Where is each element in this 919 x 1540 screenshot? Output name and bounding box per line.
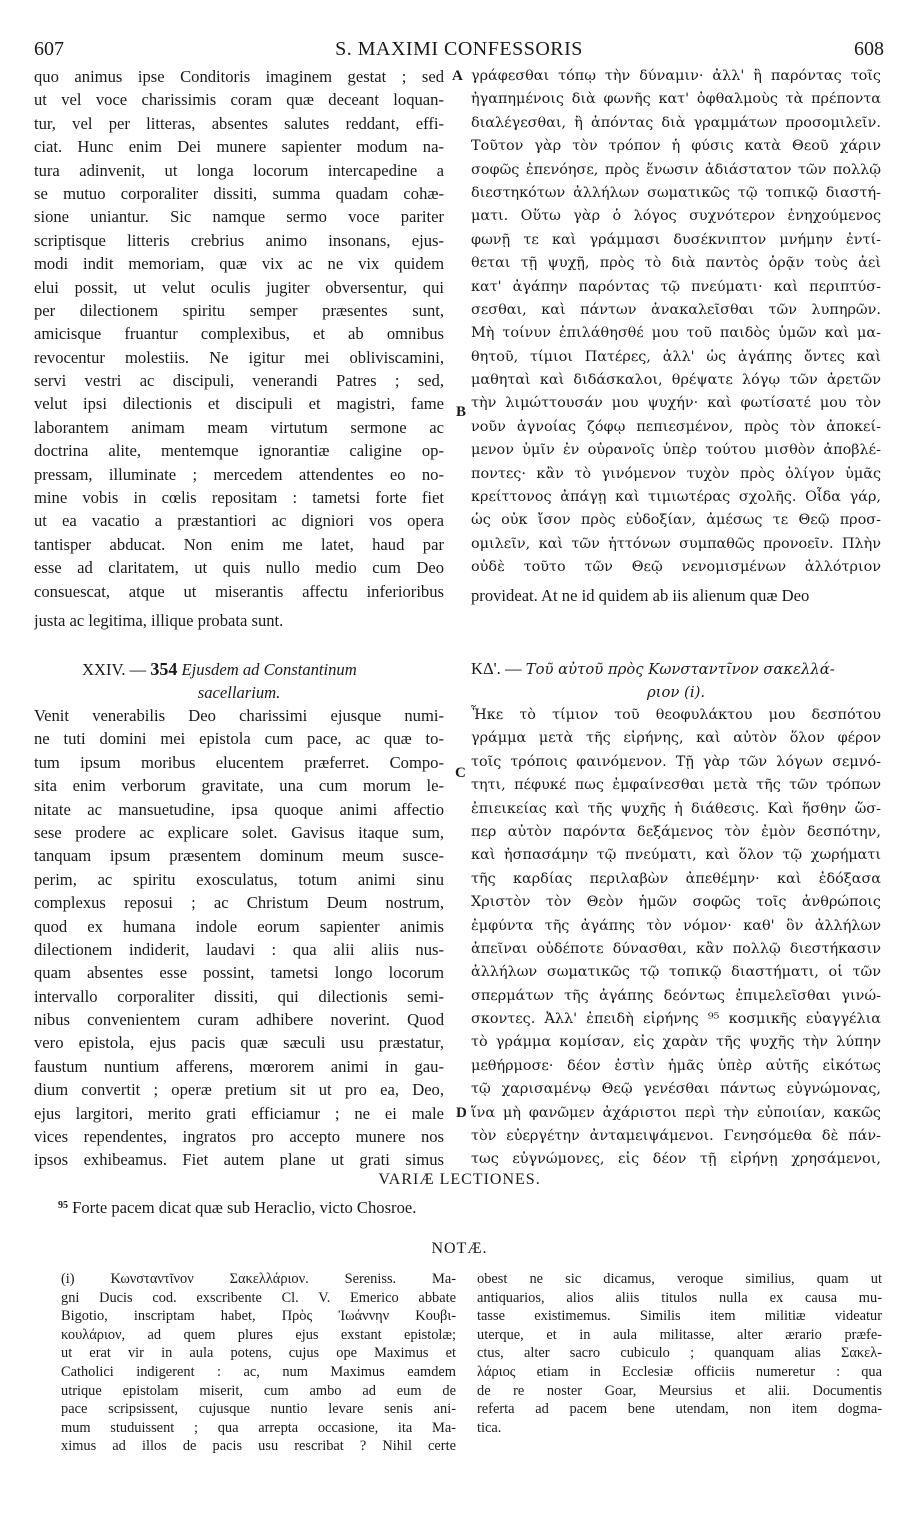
right-page-number: 608 [854, 38, 884, 60]
text-line: κατ' ἀγάπην παρόντας τῷ πνεύματι· καὶ περιπτύσ- [471, 278, 881, 295]
latin-column-epistle-354 [34, 704, 444, 1172]
text-line: tantisper abducat. Non enim me latet, haud par [34, 534, 444, 554]
greek-section-title [471, 657, 881, 705]
text-line: ut ea vacatio a præstantiori ac digniori vos opera [34, 511, 444, 531]
margin-letter-b: B [456, 404, 467, 420]
text-line: tura adinvenit, ut longa locorum intercapedine a [34, 160, 444, 180]
notes-left-column [61, 1270, 456, 1456]
text-line: ποντες· κἂν τὸ γινόμενον τυχὸν πρὸς ὀλίγον ὑμᾶς [471, 465, 881, 482]
text-line: κρείττονος ἀπάγῃ καὶ τιμιωτέρας σχολῆς. Οἶδα γάρ, [471, 489, 881, 506]
text-line: ctus, alter sacro cubiculo ; quanquam alias Σακελ- [477, 1345, 882, 1362]
text-line: de re noster Goar, Meursius et alii. Documentis [477, 1382, 882, 1399]
text-line: Μὴ τοίνυν ἐπιλάθησθέ μου τοῦ παιδὸς ὑμῶν καὶ μα- [471, 325, 881, 342]
text-line: τῷ χαρισαμένῳ Θεῷ γενέσθαι πάντως εὐγνώμονας, [471, 1081, 881, 1098]
text-line: ejus largitori, merito grati efficiamur ; ne ei male [34, 1103, 444, 1123]
text-line: intervallo corporaliter dissiti, qui dilectionis semi- [34, 986, 444, 1006]
greek-section-numeral: ΚΔ'. — [471, 659, 522, 678]
text-line: τητι, πέφυκέ πως ἐμφαίνεσθαι μετὰ τῆς τῶν τρόπων [471, 777, 881, 794]
text-line: μενον ὑμῖν ἐν οὐρανοῖς ὑπὲρ τούτου μισθὸν ἀποβλέ- [471, 442, 881, 459]
text-line: τὴν λιμώττουσάν μου ψυχήν· καὶ φωτίσατέ μου τὸν [471, 395, 881, 412]
greek-column-epistle-354 [471, 704, 881, 1172]
text-line: se mutuo corporaliter dissiti, summa quadam cohæ- [34, 183, 444, 203]
text-line: modi indit memoriam, quæ vix ac ne vix quidem [34, 254, 444, 274]
text-line: ciat. Hunc enim Dei munere sapienter modum na- [34, 137, 444, 157]
text-line: Venit venerabilis Deo charissimi ejusque numi- [34, 706, 444, 725]
notae-heading: NOTÆ. [431, 1240, 488, 1257]
text-line: τοῖς τρόποις φαινόμενον. Τῇ γὰρ τῶν λόγων σεμνό- [471, 753, 881, 770]
text-line: velut ipsi dilectionis et discipuli et magistri, fame [34, 394, 444, 414]
text-line: obest ne sic dicamus, veroque similius, quam ut [477, 1271, 882, 1287]
text-line: τως εὐγνώμονες, εἰς δέον τῇ εἰρήνῃ χρησάμενοι, [471, 1151, 881, 1168]
text-line: περ αὐτὸν παρόντα δεξάμενος τὸν ἐμὸν δεσπότην, [471, 823, 881, 840]
text-line: tum ipsum moribus elucentem præferret. Compo- [34, 752, 444, 772]
greek-title-text: Τοῦ αὐτοῦ πρὸς Κωνσταντῖνον σακελλά- [525, 661, 835, 678]
text-line: tasse existimemus. Similis item militiæ videatur [477, 1308, 882, 1325]
text-line: Bigotio, inscriptam habet, Πρὸς Ἰωάννην Κουβι- [61, 1308, 456, 1325]
text-line: θεται τῇ ψυχῇ, πρὸς τὸ διὰ παντὸς ὁρᾷν τοὺς ἀεὶ [471, 255, 881, 272]
text-line: faustum nuntium afferens, mœrorem animi in gau- [34, 1056, 444, 1076]
footnote-number: 95 [58, 1200, 68, 1211]
text-line: τὸν εὐεργέτην ἀνταμειψάμενοι. Γενησόμεθα δὲ πάν- [471, 1128, 881, 1145]
text-line: ut vel voce charissimis coram quæ deceant loquan- [34, 90, 444, 110]
text-line: justa ac legitima, illique probata sunt. [34, 611, 284, 630]
text-line: nitate ac mansuetudine, ipsa quoque animi affectio [34, 799, 444, 819]
text-line: σπερμάτων τῆς ἀγάπης δεόντως ἐπιμελεῖσθαι γινώ- [471, 987, 881, 1004]
text-line: λάριος etiam in Ecclesiæ officiis numeretur : qua [477, 1363, 882, 1380]
text-line: Catholici indigerent : ac, num Maximus eamdem [61, 1363, 456, 1380]
text-line: γράφεσθαι τόπῳ τὴν δύναμιν· ἀλλ' ἢ παρόντας τοῖς [471, 68, 881, 84]
text-line: οὐδὲ τοῦτο τῶν Θεῷ νενομισμένων ἀλλότριον [471, 559, 881, 576]
latin-column-epistle-end [34, 65, 444, 603]
footnote-text: Forte pacem dicat quæ sub Heraclio, victo Chosroe. [72, 1198, 417, 1217]
text-line: ἀλλήλων σωματικῶς τῷ τοπικῷ διαστήματι, οἱ τῶν [471, 964, 881, 981]
text-line: ἠγαπημένοις διὰ φωνῆς κατ' ὀφθαλμοὺς τὰ πρέποντα [471, 91, 881, 108]
text-line: τῆς καρδίας περιλαβὼν ἀπεθέμην· καὶ ἐδόξασα [471, 870, 881, 887]
text-line: per dilectionem spiritu semper præsentes sunt, [34, 300, 444, 320]
text-line: καὶ ἠσπασάμην τῷ πνεύματι, καὶ ὅλον τῷ χωρήματι [471, 847, 881, 864]
running-title: S. MAXIMI CONFESSORIS [335, 38, 583, 60]
text-line: sese prodere ac explicare solet. Gavisus itaque sum, [34, 822, 444, 842]
text-line: vices rependentes, ingratos pro accepto munere nos [34, 1127, 444, 1147]
text-line: mine vobis in cœlis repositam : tametsi forte fiet [34, 488, 444, 508]
text-line: vero epistola, ejus pacis quæ sæculi usu præstatur, [34, 1033, 444, 1053]
text-line: σοφῶς ἐπενόησε, πρὸς ἕνωσιν ἀδιάστατον τῶν πολλῷ [471, 161, 881, 178]
text-line: διαλέγεσθαι, ἢ ἀπόντας διὰ γραμμάτων προσομιλεῖν. [471, 114, 881, 131]
text-line: φωνῇ τε καὶ γράμμασι δυσέκνιπτον μνήμην ἐντί- [471, 231, 881, 248]
text-line: complexus reposui ; ac Christum Deum nostrum, [34, 893, 444, 913]
text-line: tanquam ipsum præsentem dominum meum susce- [34, 846, 444, 866]
text-line: pressam, illuminate ; mercedem attendentes eo no- [34, 464, 444, 484]
text-line: ne tuti domini mei epistola cum pace, ac quæ to- [34, 729, 444, 749]
notes-right-column [477, 1270, 882, 1437]
text-line: ὡς οὐκ ἴσον πρὸς εὐδοξίαν, ἀμέσως τε Θεῷ προσ- [471, 512, 881, 529]
text-line: ἐπιεικείας καὶ τῆς ψυχῆς ἡ διάθεσις. Καὶ ἥσθην ὥσ- [471, 800, 881, 817]
text-line: gni Ducis cod. exscribente Cl. V. Emerico abbate [61, 1289, 456, 1306]
text-line: μεθήρμοσε· δέον ἐστὶν ἡμᾶς ὑπὲρ αὐτῆς εἰκότως [471, 1057, 881, 1074]
text-line: doctrina alite, mentemque ignorantiæ caligine op- [34, 441, 444, 461]
latin-closing-line [34, 609, 444, 632]
text-line: nibus convenientem curam adhibere noverint. Quod [34, 1010, 444, 1030]
text-line: quam absentes esse possint, tametsi longo locorum [34, 963, 444, 983]
text-line: dilectionem indiderit, laudavi : qua alii aliis nus- [34, 939, 444, 959]
text-line: antiquarios, alios aliis titulos nulla ex causa mu- [477, 1289, 882, 1306]
text-line: νοῦν ἀγνοίας ζόφῳ πεπιεσμένον, πρὸς τὸν ἀποκεί- [471, 418, 881, 435]
text-line: (i) Κωνσταντῖνον Σακελλάριον. Sereniss. Ma- [61, 1271, 456, 1287]
text-line: scriptisque litteris crebrius animo insonans, ejus- [34, 230, 444, 250]
text-line: sione uniantur. Sic namque sermo voce pariter [34, 207, 444, 227]
text-line: servi vestri ac discipuli, venerandi Patres ; sed, [34, 371, 444, 391]
text-line: pace scripsissent, cujusque nuntio levare senis ani- [61, 1401, 456, 1418]
text-line: μαθηταὶ καὶ διδάσκαλοι, θρέψατε λόγῳ τῶν ἀρετῶν [471, 372, 881, 389]
section-number: 354 [150, 659, 178, 679]
text-line: laborantem animam meam virtutum sermone ac [34, 417, 444, 437]
latin-section-title [34, 657, 444, 705]
text-line: revocentur molestiis. Ne igitur mei obliviscamini, [34, 347, 444, 367]
text-line: uterque, et in aula militasse, alter ærario præfe- [477, 1326, 882, 1343]
text-line: quo animus ipse Conditoris imaginem gestat ; sed [34, 67, 444, 86]
section-roman-numeral: XXIV. — [82, 660, 147, 679]
text-line: ομιλεῖν, καὶ τῶν ἡττόνων συμπαθῶς προνοεῖν. Πλὴν [471, 535, 881, 552]
text-line: consuescat, atque ut miserantis affectu inferioribus [34, 581, 444, 601]
text-line: mum studuissent ; qua arrepta occasione, ita Ma- [61, 1419, 456, 1436]
text-line: γράμμα μετὰ τῆς εἰρήνης, καὶ αὐτὸν ὅλον φέρον [471, 730, 881, 747]
text-line: ximus ad illos de pacis usu rescribat ? Nihil certe [61, 1438, 456, 1455]
latin-title-text: Ejusdem ad Constantinum [181, 660, 357, 679]
text-line: tur, vel per litteras, absentes salutes reddant, effi- [34, 113, 444, 133]
text-line: διεστηκότων ἀλλήλων σωματικῶς τῷ τοπικῷ διαστή- [471, 184, 881, 201]
margin-letter-c: C [455, 765, 466, 781]
text-line: ut erat vir in aula potens, cujus ope Maximus et [61, 1345, 456, 1362]
text-line: dium convertit ; operæ pretium sit ut pro ea, Deo, [34, 1080, 444, 1100]
left-page-number: 607 [34, 38, 64, 60]
text-line: tica. [477, 1419, 502, 1436]
text-line: σκοντες. Ἀλλ' ἐπειδὴ εἰρήνης ⁹⁵ κοσμικῆς εὐαγγέλια [471, 1011, 881, 1028]
greek-title-line1 [471, 657, 881, 681]
greek-column-epistle-end [471, 65, 881, 580]
latin-title-line2: sacellarium. [197, 683, 281, 702]
text-line: θητοῦ, τίμιοι Πατέρες, ἀλλ' ὡς ἀγάπης ὄντες καὶ [471, 348, 881, 365]
text-line: utrique epistolam miserit, cum ambo ad eum de [61, 1382, 456, 1399]
text-line: esse ad claritatem, ut quis nullo medio cum Deo [34, 558, 444, 578]
text-line: ἵνα μὴ φανῶμεν ἀχάριστοι περὶ τὴν εὐποιίαν, κακῶς [471, 1104, 881, 1121]
text-line: elui possit, ut velut oculis jugiter obversentur, qui [34, 277, 444, 297]
text-line: ἐμφύντα τῆς ἀγάπης τὸν νόμον· καθ' ὃν ἀλλήλων [471, 917, 881, 934]
variae-lectiones-note [58, 1198, 416, 1218]
latin-title-line1 [34, 657, 444, 681]
text-line: quod ex humana indole eorum sapienter animis [34, 916, 444, 936]
text-line: τὸ γράμμα κομίσαν, εἰς χαρὰν τῆς ψυχῆς τὴν λύπην [471, 1034, 881, 1051]
text-line: Τοῦτον γὰρ τὸν τρόπον ἡ φύσις κατὰ Θεοῦ χάριν [471, 138, 881, 155]
text-line: ματι. Οὕτω γὰρ ὁ λόγος συχνότερον ἐνηχούμενος [471, 208, 881, 225]
text-line: ἀπεῖναι οὐδέποτε δύνασθαι, κἂν πολλῷ διεστήκασιν [471, 940, 881, 957]
text-line: κουλάριον, ad quem plures ejus exstant epistolæ; [61, 1326, 456, 1343]
text-line: Ἧκε τὸ τίμιον τοῦ θεοφυλάκτου μου δεσπότου [471, 707, 881, 723]
margin-letter-a: A [452, 68, 463, 84]
text-line: sita enim verborum gravitate, una cum morum le- [34, 776, 444, 796]
margin-letter-d: D [456, 1105, 467, 1121]
text-line: σεσθαι, καὶ πάντων ἀνακαλεῖσθαι τῶν λυπηρῶν. [471, 301, 881, 318]
greek-title-line2: ριον (i). [646, 684, 706, 701]
text-line: ipsos exhibeamus. Fiet autem plane ut grati simus [34, 1150, 444, 1170]
text-line: perim, ac spiritu exosculatus, totum animi sinu [34, 869, 444, 889]
text-line: Χριστὸν τὸν Θεὸν ἡμῶν σοφῶς τοῖς ἀνθρώποις [471, 894, 881, 911]
page-header [34, 38, 884, 64]
text-line: referta ad pacem bene utendam, non item dogma- [477, 1401, 882, 1418]
latin-continuation-line: provideat. At ne id quidem ab iis alienum quæ Deo [471, 586, 810, 605]
text-line: amicisque fruantur complexibus, et ab omnibus [34, 324, 444, 344]
variae-lectiones-heading: VARIÆ LECTIONES. [378, 1171, 541, 1188]
